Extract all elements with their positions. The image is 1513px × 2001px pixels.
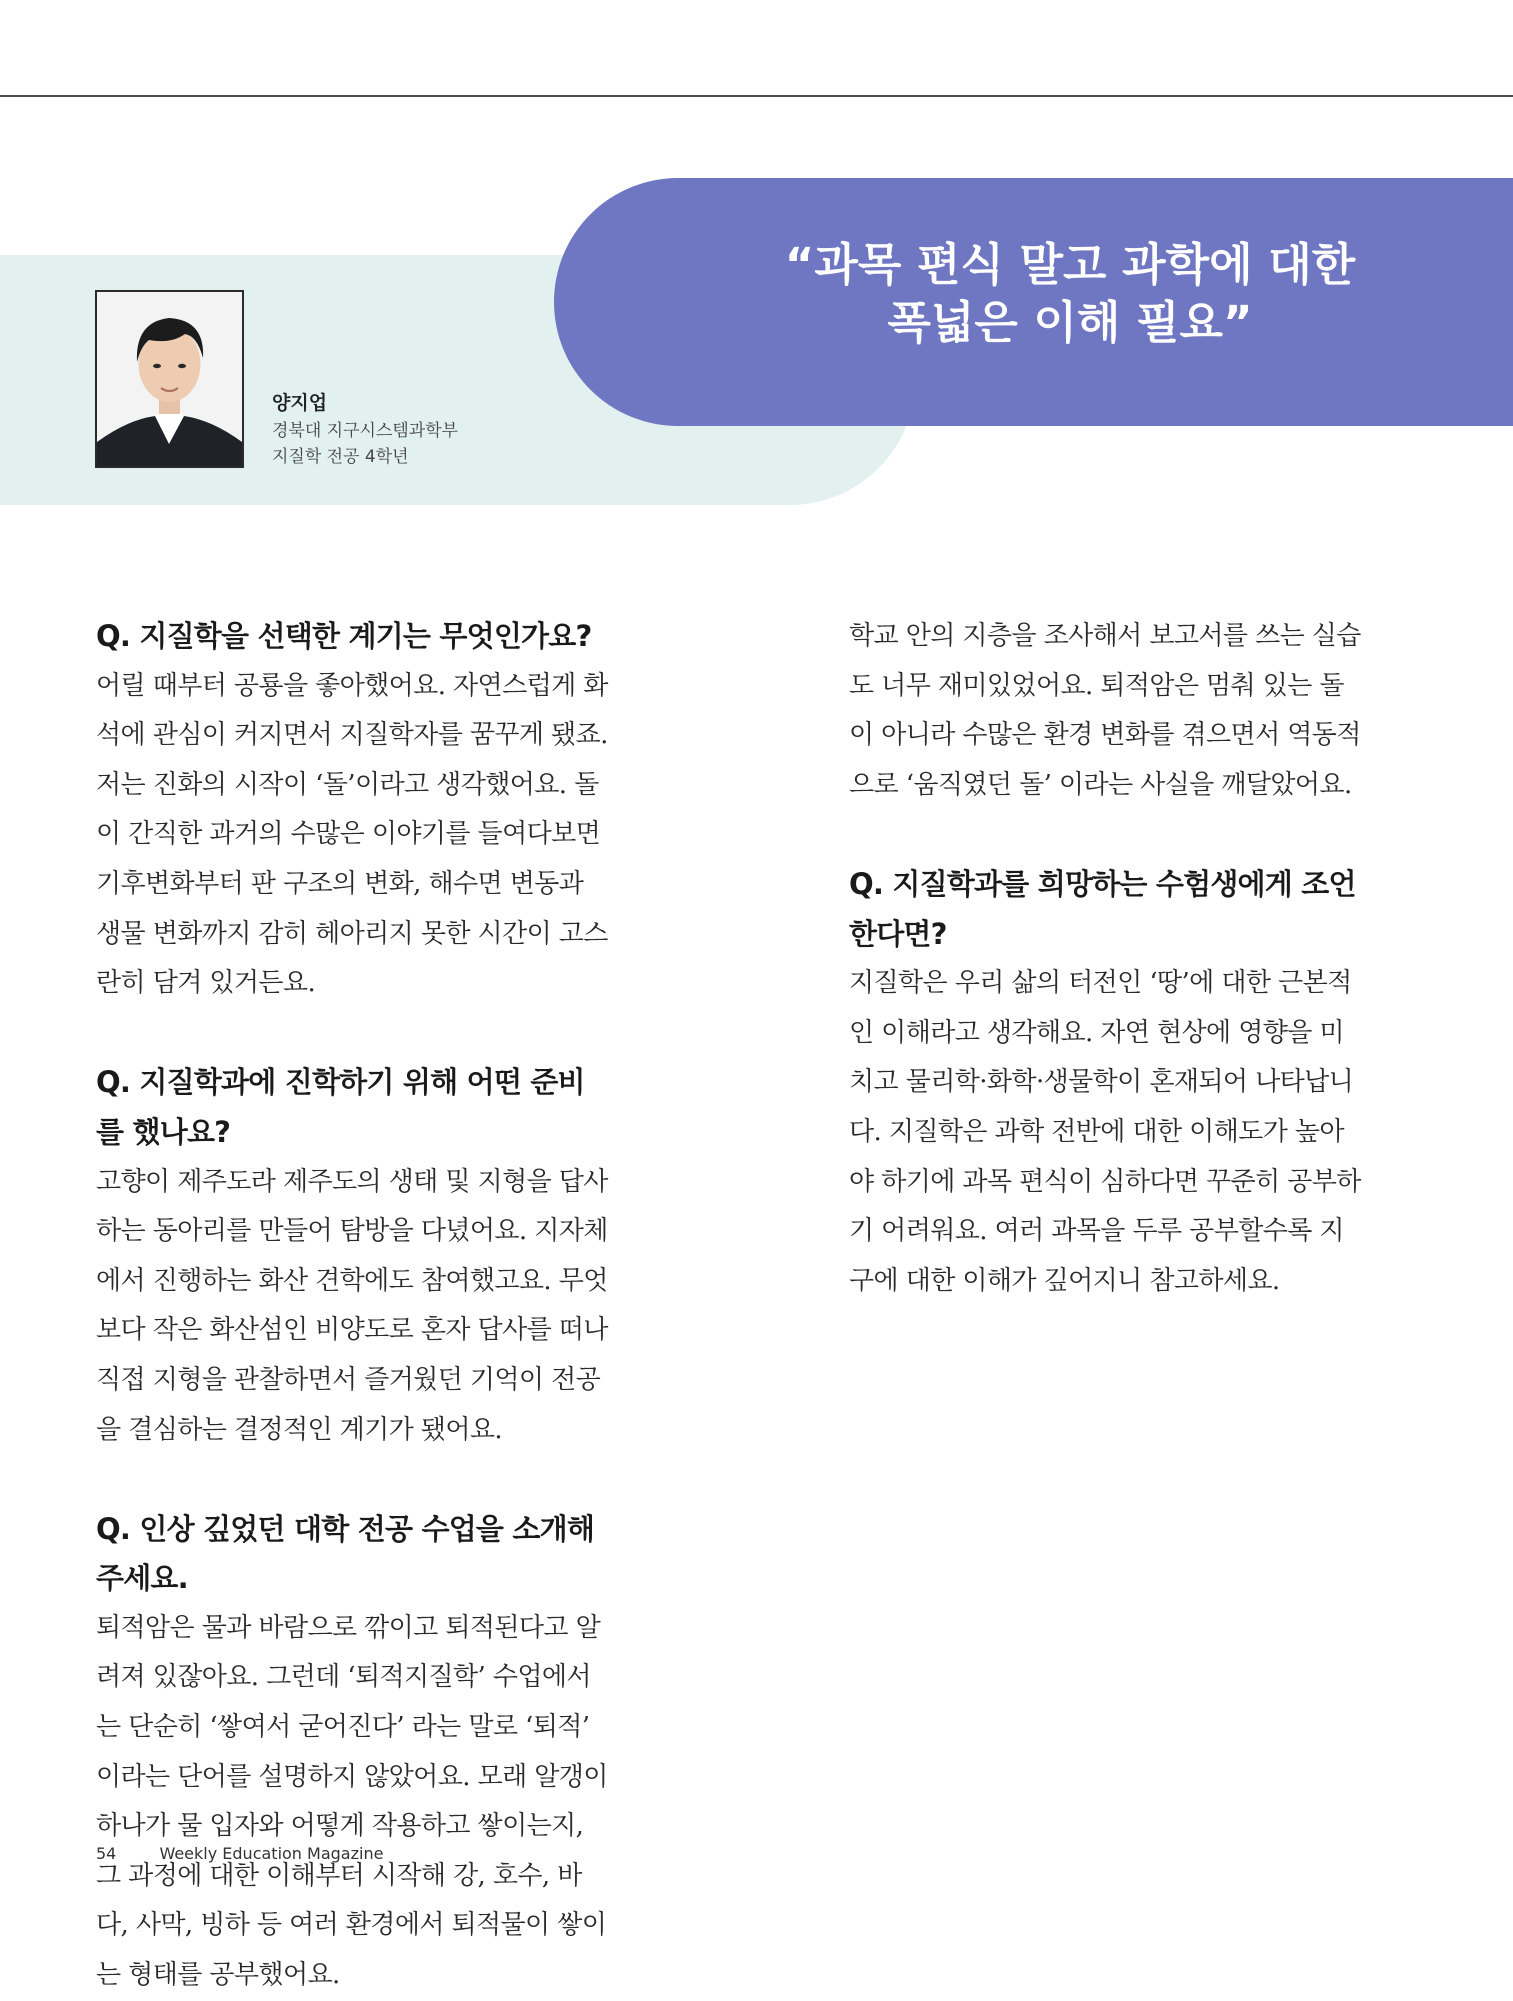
question-2: Q. 지질학과에 진학하기 위해 어떤 준비를 했나요?: [96, 1065, 585, 1149]
headline-quote-line1: “과목 편식 말고 과학에 대한: [784, 238, 1356, 291]
question-3: Q. 인상 깊었던 대학 전공 수업을 소개해 주세요.: [96, 1511, 595, 1596]
profile-department: 경북대 지구시스템과학부: [272, 421, 459, 441]
portrait-icon: [97, 292, 242, 466]
question-4: Q. 지질학과를 희망하는 수험생에게 조언한다면?: [849, 866, 1356, 951]
spacer: [96, 1009, 608, 1059]
headline-quote: [700, 236, 1440, 352]
headline-quote-line2: 폭넓은 이해 필요”: [887, 296, 1253, 349]
top-rule: [0, 95, 1513, 97]
answer-1: 어릴 때부터 공룡을 좋아했어요. 자연스럽게 화석에 관심이 커지면서 지질학자를 꿈꾸게 됐죠. 저는 진화의 시작이 ‘돌’이라고 생각했어요. 돌이 간직한 과거의 수많은 이야기를 들여다보면 기후변화부터 판 구조의 변화, 해수면 변동과 생물 변화까지 감히 헤아리지 못한 시간이 고스란히 담겨 있거든요.: [96, 670, 608, 999]
magazine-name: Weekly Education Magazine: [159, 1844, 384, 1863]
question-1: Q. 지질학을 선택한 계기는 무엇인가요?: [96, 619, 592, 653]
answer-4: 지질학은 우리 삶의 터전인 ‘땅’에 대한 근본적인 이해라고 생각해요. 자연 현상에 영향을 미치고 물리학·화학·생물학이 혼재되어 나타납니다. 지질학은 과학 전반에 대한 이해도가 높아야 하기에 과목 편식이 심하다면 꾸준히 공부하기 어려워요. 여러 과목을 두루 공부할수록 지구에 대한 이해가 깊어지니 참고하세요.: [849, 968, 1361, 1296]
answer-3-part2: 학교 안의 지층을 조사해서 보고서를 쓰는 실습도 너무 재미있었어요. 퇴적암은 멈춰 있는 돌이 아니라 수많은 환경 변화를 겪으면서 역동적으로 ‘움직였던 돌’ 이라는 사실을 깨달았어요.: [849, 621, 1361, 800]
profile-major-year: 지질학 전공 4학년: [272, 447, 409, 467]
page-footer: [96, 1844, 383, 1863]
left-column: [96, 612, 608, 2001]
spacer: [96, 1455, 608, 1505]
answer-3: 퇴적암은 물과 바람으로 깎이고 퇴적된다고 알려져 있잖아요. 그런데 ‘퇴적지질학’ 수업에서는 단순히 ‘쌓여서 굳어진다’ 라는 말로 ‘퇴적’ 이라는 단어를 설명하지 않았어요. 모래 알갱이 하나가 물 입자와 어떻게 작용하고 쌓이는지, 그 과정에 대한 이해부터 시작해 강, 호수, 바다, 사막, 빙하 등 여러 환경에서 퇴적물이 쌓이는 형태를 공부했어요.: [96, 1612, 608, 1991]
page-number: 54: [96, 1844, 117, 1863]
right-column: [849, 612, 1361, 1306]
spacer: [849, 810, 1361, 860]
profile-info: [272, 390, 458, 470]
profile-name: 양지업: [272, 392, 328, 414]
answer-2: 고향이 제주도라 제주도의 생태 및 지형을 답사하는 동아리를 만들어 탐방을 다녔어요. 지자체에서 진행하는 화산 견학에도 참여했고요. 무엇보다 작은 화산섬인 비양도로 혼자 답사를 떠나 직접 지형을 관찰하면서 즐거웠던 기억이 전공을 결심하는 결정적인 계기가 됐어요.: [96, 1166, 608, 1445]
portrait-photo: [95, 290, 244, 468]
